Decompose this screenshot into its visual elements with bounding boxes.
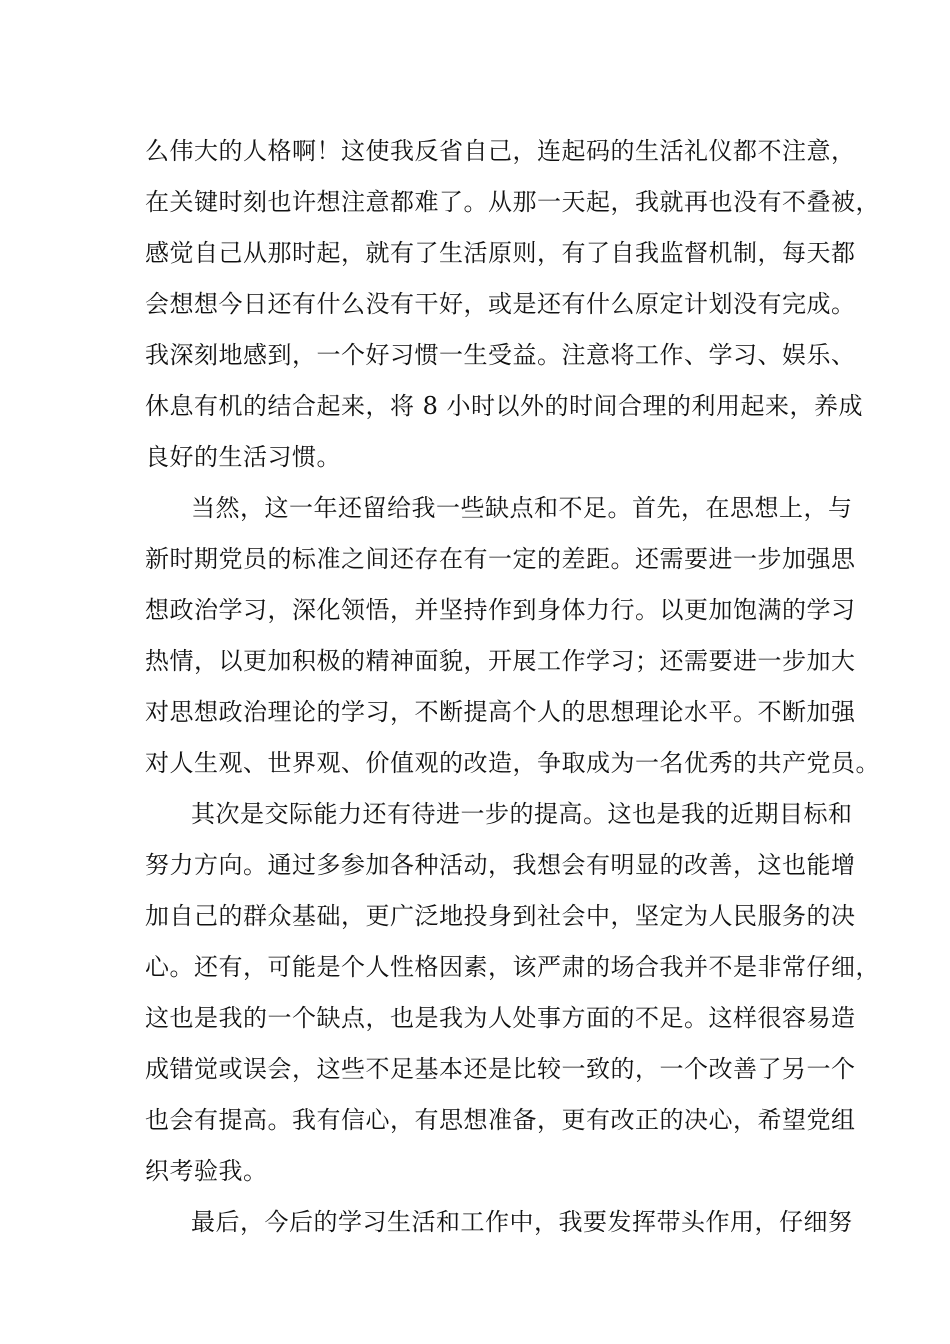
text-line: 对人生观、世界观、价值观的改造，争取成为一名优秀的共产党员。 xyxy=(145,749,880,777)
text-line: 织考验我。 xyxy=(145,1157,268,1185)
text-line: 么伟大的人格啊！这使我反省自己，连起码的生活礼仪都不注意， xyxy=(145,137,856,165)
text-line: 其次是交际能力还有待进一步的提高。这也是我的近期目标和 xyxy=(191,800,853,828)
text-line: 这也是我的一个缺点，也是我为人处事方面的不足。这样很容易造 xyxy=(145,1004,856,1032)
text-line: 努力方向。通过多参加各种活动，我想会有明显的改善，这也能增 xyxy=(145,851,856,879)
text-line: 在关键时刻也许想注意都难了。从那一天起，我就再也没有不叠被， xyxy=(145,188,880,216)
text-line: 我深刻地感到，一个好习惯一生受益。注意将工作、学习、娱乐、 xyxy=(145,341,856,369)
document-body xyxy=(145,126,880,1248)
text-line: 成错觉或误会，这些不足基本还是比较一致的，一个改善了另一个 xyxy=(145,1055,856,1083)
text-line: 良好的生活习惯。 xyxy=(145,443,341,471)
text-line: 最后，今后的学习生活和工作中，我要发挥带头作用，仔细努 xyxy=(191,1208,853,1236)
text-line: 也会有提高。我有信心，有思想准备，更有改正的决心，希望党组 xyxy=(145,1106,856,1134)
text-line: 新时期党员的标准之间还存在有一定的差距。还需要进一步加强思 xyxy=(145,545,856,573)
text-line: 感觉自己从那时起，就有了生活原则，有了自我监督机制，每天都 xyxy=(145,239,856,267)
text-line: 加自己的群众基础，更广泛地投身到社会中，坚定为人民服务的决 xyxy=(145,902,856,930)
text-line: 热情，以更加积极的精神面貌，开展工作学习；还需要进一步加大 xyxy=(145,647,856,675)
text-line: 当然，这一年还留给我一些缺点和不足。首先，在思想上，与 xyxy=(191,494,853,522)
text-line: 想政治学习，深化领悟，并坚持作到身体力行。以更加饱满的学习 xyxy=(145,596,856,624)
text-line: 休息有机的结合起来，将 8 小时以外的时间合理的利用起来，养成 xyxy=(145,392,864,420)
text-line: 心。还有，可能是个人性格因素，该严肃的场合我并不是非常仔细， xyxy=(145,953,880,981)
text-line: 会想想今日还有什么没有干好，或是还有什么原定计划没有完成。 xyxy=(145,290,856,318)
text-line: 对思想政治理论的学习，不断提高个人的思想理论水平。不断加强 xyxy=(145,698,856,726)
